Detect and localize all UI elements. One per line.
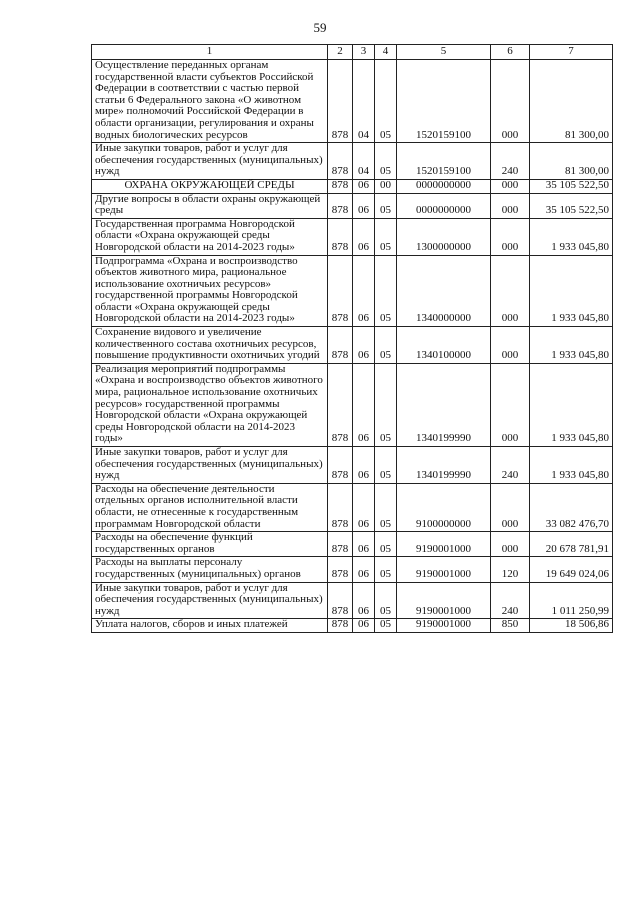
cell-rz: 06 xyxy=(353,255,375,327)
cell-amount: 81 300,00 xyxy=(530,143,613,180)
cell-name: Сохранение видового и увеличение количественного состава охотничьих ресурсов, повышение продуктивности охотничьих угодий xyxy=(92,327,328,364)
cell-gr: 878 xyxy=(328,218,353,255)
cell-vr: 000 xyxy=(491,532,530,557)
cell-vr: 120 xyxy=(491,557,530,582)
cell-gr: 878 xyxy=(328,193,353,218)
budget-table xyxy=(91,44,613,633)
cell-csr: 9100000000 xyxy=(397,483,491,531)
cell-csr: 9190001000 xyxy=(397,619,491,633)
cell-rz: 06 xyxy=(353,447,375,484)
cell-rz: 06 xyxy=(353,363,375,446)
cell-amount: 1 933 045,80 xyxy=(530,218,613,255)
cell-vr: 000 xyxy=(491,327,530,364)
column-header: 5 xyxy=(397,45,491,60)
cell-gr: 878 xyxy=(328,60,353,143)
table-row xyxy=(92,582,613,619)
cell-gr: 878 xyxy=(328,447,353,484)
cell-pr: 05 xyxy=(375,143,397,180)
cell-gr: 878 xyxy=(328,582,353,619)
cell-csr: 1340100000 xyxy=(397,327,491,364)
cell-pr: 05 xyxy=(375,447,397,484)
cell-csr: 1520159100 xyxy=(397,60,491,143)
cell-name: Осуществление переданных органам государственной власти субъектов Российской Федерации в соответствии с частью первой статьи 6 Федерального закона «О животном мире» полномочий Российской Федерации в области организации, регулирования и охраны водных биологических ресурсов xyxy=(92,60,328,143)
cell-rz: 06 xyxy=(353,483,375,531)
column-header: 7 xyxy=(530,45,613,60)
cell-amount: 1 011 250,99 xyxy=(530,582,613,619)
table-row xyxy=(92,327,613,364)
table-row xyxy=(92,193,613,218)
cell-csr: 1300000000 xyxy=(397,218,491,255)
table-row xyxy=(92,255,613,327)
cell-rz: 04 xyxy=(353,60,375,143)
cell-name: Иные закупки товаров, работ и услуг для обеспечения государственных (муниципальных) нужд xyxy=(92,447,328,484)
cell-pr: 05 xyxy=(375,363,397,446)
cell-csr: 9190001000 xyxy=(397,557,491,582)
page-number: 59 xyxy=(313,20,327,35)
cell-name: ОХРАНА ОКРУЖАЮЩЕЙ СРЕДЫ xyxy=(92,179,328,193)
cell-gr: 878 xyxy=(328,143,353,180)
cell-gr: 878 xyxy=(328,255,353,327)
table-row xyxy=(92,483,613,531)
cell-gr: 878 xyxy=(328,557,353,582)
cell-csr: 9190001000 xyxy=(397,532,491,557)
cell-name: Уплата налогов, сборов и иных платежей xyxy=(92,619,328,633)
cell-rz: 06 xyxy=(353,327,375,364)
cell-name: Иные закупки товаров, работ и услуг для обеспечения государственных (муниципальных) нужд xyxy=(92,143,328,180)
cell-pr: 05 xyxy=(375,193,397,218)
cell-amount: 18 506,86 xyxy=(530,619,613,633)
table-row xyxy=(92,143,613,180)
table-row xyxy=(92,179,613,193)
cell-amount: 19 649 024,06 xyxy=(530,557,613,582)
column-header: 6 xyxy=(491,45,530,60)
cell-name: Расходы на обеспечение деятельности отдельных органов исполнительной власти области, не отнесенные к государственным программам Новгородской области xyxy=(92,483,328,531)
cell-amount: 1 933 045,80 xyxy=(530,363,613,446)
table-header-row xyxy=(92,45,613,60)
cell-gr: 878 xyxy=(328,179,353,193)
cell-pr: 05 xyxy=(375,582,397,619)
cell-pr: 05 xyxy=(375,60,397,143)
cell-vr: 000 xyxy=(491,179,530,193)
table-row xyxy=(92,557,613,582)
cell-vr: 000 xyxy=(491,483,530,531)
cell-amount: 33 082 476,70 xyxy=(530,483,613,531)
cell-rz: 06 xyxy=(353,532,375,557)
cell-vr: 240 xyxy=(491,582,530,619)
cell-csr: 1340000000 xyxy=(397,255,491,327)
cell-name: Реализация мероприятий подпрограммы «Охрана и воспроизводство объектов животного мира, рациональное использование охотничьих ресурсов» государственной программы Новгородской области «Охрана окружающей среды Новгородской области на 2014-2023 годы» xyxy=(92,363,328,446)
cell-pr: 05 xyxy=(375,327,397,364)
cell-rz: 06 xyxy=(353,582,375,619)
cell-vr: 240 xyxy=(491,447,530,484)
cell-name: Иные закупки товаров, работ и услуг для обеспечения государственных (муниципальных) нужд xyxy=(92,582,328,619)
table-row xyxy=(92,218,613,255)
cell-csr: 1340199990 xyxy=(397,447,491,484)
column-header: 4 xyxy=(375,45,397,60)
cell-rz: 06 xyxy=(353,619,375,633)
cell-vr: 000 xyxy=(491,193,530,218)
table-row xyxy=(92,447,613,484)
column-header: 1 xyxy=(92,45,328,60)
cell-vr: 850 xyxy=(491,619,530,633)
cell-amount: 1 933 045,80 xyxy=(530,327,613,364)
cell-amount: 35 105 522,50 xyxy=(530,193,613,218)
cell-amount: 35 105 522,50 xyxy=(530,179,613,193)
table-row xyxy=(92,532,613,557)
cell-csr: 1520159100 xyxy=(397,143,491,180)
cell-gr: 878 xyxy=(328,532,353,557)
cell-name: Подпрограмма «Охрана и воспроизводство объектов животного мира, рациональное использование охотничьих ресурсов» государственной программы Новгородской области «Охрана окружающей среды Новгородской области на 2014-2023 годы» xyxy=(92,255,328,327)
cell-vr: 000 xyxy=(491,255,530,327)
column-header: 3 xyxy=(353,45,375,60)
cell-amount: 1 933 045,80 xyxy=(530,255,613,327)
cell-rz: 06 xyxy=(353,218,375,255)
cell-gr: 878 xyxy=(328,327,353,364)
table-row xyxy=(92,60,613,143)
cell-pr: 05 xyxy=(375,483,397,531)
cell-name: Расходы на выплаты персоналу государственных (муниципальных) органов xyxy=(92,557,328,582)
column-header: 2 xyxy=(328,45,353,60)
cell-name: Расходы на обеспечение функций государственных органов xyxy=(92,532,328,557)
cell-pr: 05 xyxy=(375,532,397,557)
cell-vr: 240 xyxy=(491,143,530,180)
cell-vr: 000 xyxy=(491,218,530,255)
cell-rz: 06 xyxy=(353,557,375,582)
cell-vr: 000 xyxy=(491,363,530,446)
cell-rz: 04 xyxy=(353,143,375,180)
cell-gr: 878 xyxy=(328,483,353,531)
cell-name: Другие вопросы в области охраны окружающей среды xyxy=(92,193,328,218)
cell-gr: 878 xyxy=(328,363,353,446)
cell-rz: 06 xyxy=(353,193,375,218)
cell-amount: 1 933 045,80 xyxy=(530,447,613,484)
cell-pr: 05 xyxy=(375,255,397,327)
cell-rz: 06 xyxy=(353,179,375,193)
cell-pr: 05 xyxy=(375,619,397,633)
cell-pr: 05 xyxy=(375,218,397,255)
cell-csr: 9190001000 xyxy=(397,582,491,619)
cell-name: Государственная программа Новгородской области «Охрана окружающей среды Новгородской области на 2014-2023 годы» xyxy=(92,218,328,255)
cell-csr: 1340199990 xyxy=(397,363,491,446)
cell-gr: 878 xyxy=(328,619,353,633)
cell-amount: 20 678 781,91 xyxy=(530,532,613,557)
cell-csr: 0000000000 xyxy=(397,193,491,218)
cell-pr: 05 xyxy=(375,557,397,582)
cell-vr: 000 xyxy=(491,60,530,143)
cell-csr: 0000000000 xyxy=(397,179,491,193)
table-row xyxy=(92,363,613,446)
cell-amount: 81 300,00 xyxy=(530,60,613,143)
table-row xyxy=(92,619,613,633)
cell-pr: 00 xyxy=(375,179,397,193)
